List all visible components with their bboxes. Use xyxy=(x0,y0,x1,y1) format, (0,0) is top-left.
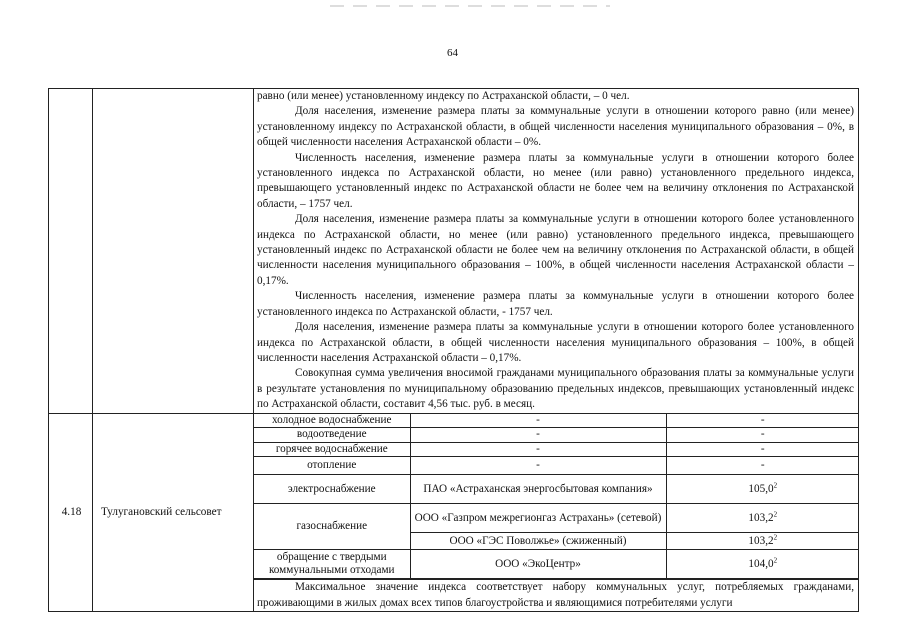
service-name: горячее водоснабжение xyxy=(254,442,410,457)
service-name: электроснабжение xyxy=(254,475,410,504)
paragraph: Численность населения, изменение размера платы за коммунальные услуги в отношении которого более установленного индекса по Астраханской области, но менее (или равно) установленного предельного индекса, превышающего установленный индекс по Астраханской области не более чем на величину отклонения по Астраханской области, – 1757 чел. xyxy=(257,151,854,210)
footnote-mark: 2 xyxy=(773,509,778,518)
service-row xyxy=(254,428,859,443)
footnote-mark: 2 xyxy=(773,532,778,541)
service-index: - xyxy=(666,442,859,457)
service-provider: - xyxy=(410,457,666,475)
table-row xyxy=(49,413,859,580)
service-index: - xyxy=(666,457,859,475)
service-name: водоотведение xyxy=(254,428,410,443)
page-edge-marks xyxy=(0,5,905,8)
service-name: отопление xyxy=(254,457,410,475)
footnote-mark: 2 xyxy=(773,555,778,564)
note-cell xyxy=(254,580,859,612)
service-row xyxy=(254,550,859,579)
service-name: холодное водоснабжение xyxy=(254,414,410,428)
service-provider: ООО «ЭкоЦентр» xyxy=(410,550,666,579)
paragraph: Доля населения, изменение размера платы за коммунальные услуги в отношении которого более установленного индекса по Астраханской области, но менее (или равно) установленного предельного индекса, превышающего установленный индекс по Астраханской области не более чем на величину отклонения по Астраханской области, в общей численности населения муниципального образования – 100%, в общей численности населения Астраханской области – 0,17%. xyxy=(257,213,854,287)
row-number: 4.18 xyxy=(49,413,93,612)
services-table xyxy=(254,414,859,580)
paragraph: Совокупная сумма увеличения вносимой гражданами муниципального образования платы за коммунальные услуги в результате установления по муниципальному образованию предельных индексов, превышающих установленный индекс по Астраханской области, составит 4,56 тыс. руб. в месяц. xyxy=(257,367,854,411)
index-value: 105,0 xyxy=(748,482,774,495)
service-index xyxy=(666,533,859,550)
service-row xyxy=(254,504,859,533)
page-number: 64 xyxy=(447,47,458,59)
continuation-name-cell xyxy=(93,89,254,414)
index-value: 103,2 xyxy=(748,511,774,524)
service-row xyxy=(254,414,859,428)
service-row xyxy=(254,457,859,475)
index-value: 104,0 xyxy=(748,557,774,570)
index-table xyxy=(48,88,859,612)
service-provider: - xyxy=(410,428,666,443)
services-cell xyxy=(254,413,859,580)
service-provider: ООО «Газпром межрегионгаз Астрахань» (сетевой) xyxy=(410,504,666,533)
continuation-num-cell xyxy=(49,89,93,414)
paragraph: Численность населения, изменение размера платы за коммунальные услуги в отношении которого более установленного индекса по Астраханской области, - 1757 чел. xyxy=(257,290,854,318)
service-index: - xyxy=(666,414,859,428)
service-provider: ПАО «Астраханская энергосбытовая компания» xyxy=(410,475,666,504)
service-provider: ООО «ГЭС Поволжье» (сжиженный) xyxy=(410,533,666,550)
service-index xyxy=(666,475,859,504)
service-index xyxy=(666,550,859,579)
note-text: Максимальное значение индекса соответствует набору коммунальных услуг, потребляемых гражданами, проживающими в жилых домах всех типов благоустройства и являющимися потребителями услуги xyxy=(257,581,854,609)
continuation-row xyxy=(49,89,859,414)
service-index: - xyxy=(666,428,859,443)
footnote-mark: 2 xyxy=(773,480,778,489)
service-name: газоснабжение xyxy=(254,504,410,550)
index-value: 103,2 xyxy=(748,534,774,547)
service-index xyxy=(666,504,859,533)
previous-page-edge xyxy=(0,0,905,8)
continuation-text-cell xyxy=(254,89,859,414)
service-provider: - xyxy=(410,414,666,428)
paragraph: равно (или менее) установленному индексу по Астраханской области, – 0 чел. xyxy=(257,90,630,102)
municipality-name: Тулугановский сельсовет xyxy=(93,413,254,612)
service-name: обращение с твердыми коммунальными отходами xyxy=(254,550,410,579)
paragraph: Доля населения, изменение размера платы за коммунальные услуги в отношении которого равно (или менее) установленному индексу по Астраханской области, в общей численности населения муниципального образования – 0%, в общей численности населения Астраханской области – 0%. xyxy=(257,105,854,149)
service-provider: - xyxy=(410,442,666,457)
service-row xyxy=(254,475,859,504)
paragraph: Доля населения, изменение размера платы за коммунальные услуги в отношении которого более установленного индекса по Астраханской области, в общей численности населения муниципального образования – 100%, в общей численности населения Астраханской области – 0,17%. xyxy=(257,321,854,364)
service-row xyxy=(254,442,859,457)
